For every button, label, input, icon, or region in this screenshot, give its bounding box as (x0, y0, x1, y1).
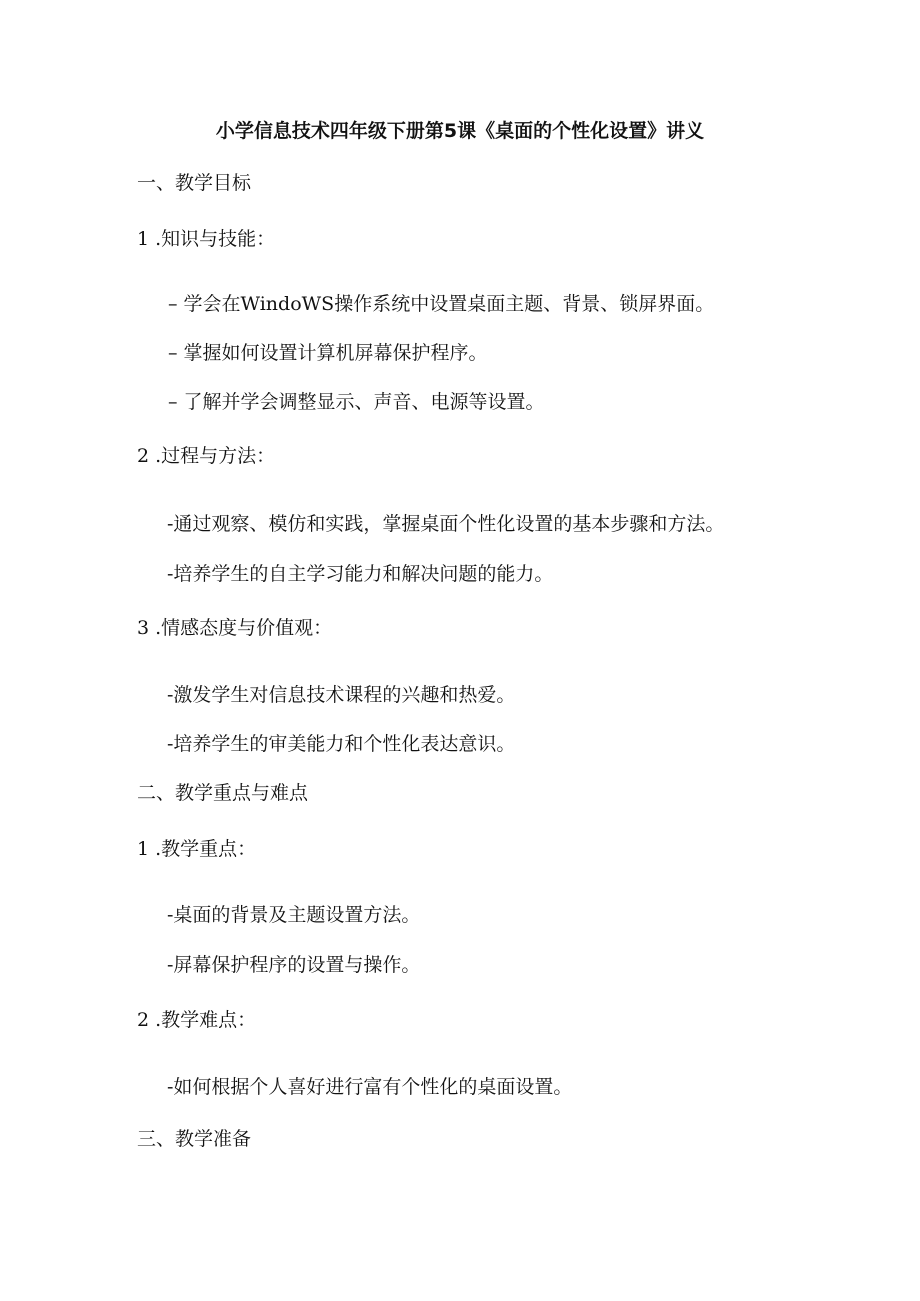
list-item: -激发学生对信息技术课程的兴趣和热爱。 (167, 684, 516, 706)
list-item: -桌面的背景及主题设置方法。 (167, 904, 421, 926)
section-heading: 三、教学准备 (137, 1128, 252, 1150)
section-heading: 二、教学重点与难点 (137, 782, 309, 804)
list-item: -培养学生的自主学习能力和解决问题的能力。 (167, 563, 554, 585)
document-title: 小学信息技术四年级下册第5课《桌面的个性化设置》讲义 (215, 120, 705, 142)
subsection-heading: 2 .教学难点： (137, 1009, 257, 1031)
list-item: -通过观察、模仿和实践，掌握桌面个性化设置的基本步骤和方法。 (167, 513, 725, 535)
list-item: -屏幕保护程序的设置与操作。 (167, 954, 421, 976)
section-heading: 一、教学目标 (137, 172, 252, 194)
list-item: -如何根据个人喜好进行富有个性化的桌面设置。 (167, 1076, 573, 1098)
subsection-heading: 2 .过程与方法： (137, 445, 276, 467)
subsection-heading: 3 .情感态度与价值观： (137, 617, 333, 639)
list-item: – 了解并学会调整显示、声音、电源等设置。 (168, 391, 545, 413)
list-item: -培养学生的审美能力和个性化表达意识。 (167, 733, 516, 755)
list-item: – 学会在WindoWS操作系统中设置桌面主题、背景、锁屏界面。 (168, 293, 715, 315)
subsection-heading: 1 .教学重点： (137, 838, 257, 860)
list-item: – 掌握如何设置计算机屏幕保护程序。 (168, 342, 488, 364)
subsection-heading: 1 .知识与技能： (137, 228, 276, 250)
